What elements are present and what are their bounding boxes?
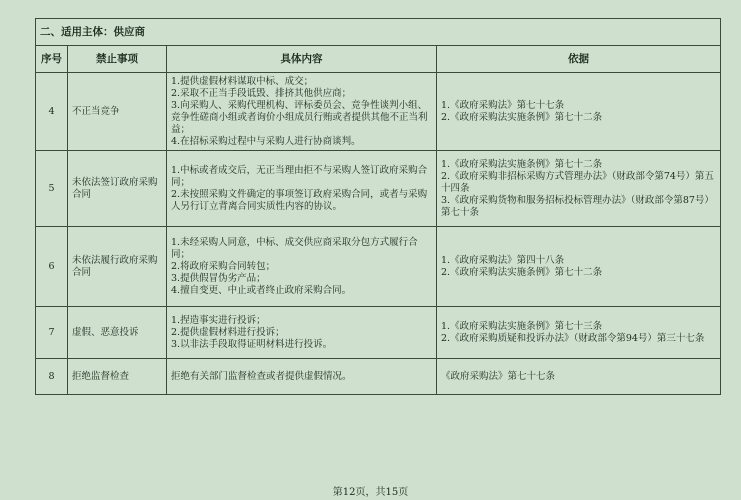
table-row (36, 151, 721, 227)
row-content (167, 73, 437, 151)
content-line: 1.提供虚假材料谋取中标、成交； (171, 75, 314, 87)
content-line: 1.未经采购人同意，中标、成交供应商采取分包方式履行合同； (171, 236, 418, 260)
row-basis (437, 73, 721, 151)
table-header-row (36, 46, 721, 73)
regulation-table (35, 18, 721, 395)
row-seq: 4 (36, 73, 68, 151)
row-basis (437, 307, 721, 359)
content-line: 1.中标或者成交后，无正当理由拒不与采购人签订政府采购合同； (171, 164, 428, 188)
content-line: 3.以非法手段取得证明材料进行投诉。 (171, 338, 333, 350)
basis-line: 1.《政府采购法》第四十八条 (441, 254, 565, 266)
table-row (36, 307, 721, 359)
row-item: 未依法签订政府采购合同 (68, 151, 167, 227)
row-content (167, 151, 437, 227)
page-footer: 第12页，共15页 (332, 487, 409, 498)
row-content (167, 307, 437, 359)
table-row (36, 73, 721, 151)
basis-line: 1.《政府采购法》第七十七条 (441, 99, 565, 111)
row-seq: 6 (36, 227, 68, 307)
row-basis (437, 151, 721, 227)
row-item: 虚假、恶意投诉 (68, 307, 167, 359)
content-line: 4.擅自变更、中止或者终止政府采购合同。 (171, 284, 352, 296)
row-item: 不正当竞争 (68, 73, 167, 151)
header-seq: 序号 (36, 46, 68, 73)
row-seq: 5 (36, 151, 68, 227)
row-item: 未依法履行政府采购合同 (68, 227, 167, 307)
header-item: 禁止事项 (68, 46, 167, 73)
basis-line: 2.《政府采购法实施条例》第七十二条 (441, 266, 603, 278)
content-line: 1.捏造事实进行投诉； (171, 314, 266, 326)
row-basis (437, 227, 721, 307)
content-line: 2.将政府采购合同转包； (171, 260, 276, 272)
basis-line: 2.《政府采购法实施条例》第七十二条 (441, 111, 603, 123)
content-line: 2.采取不正当手段诋毁、排挤其他供应商； (171, 87, 352, 99)
table-row (36, 227, 721, 307)
row-content (167, 227, 437, 307)
basis-line: 1.《政府采购法实施条例》第七十二条 (441, 158, 603, 170)
row-item: 拒绝监督检查 (68, 359, 167, 395)
row-basis (437, 359, 721, 395)
basis-line: 2.《政府采购质疑和投诉办法》（财政部令第94号）第三十七条 (441, 332, 705, 344)
table-row (36, 359, 721, 395)
content-line: 3.提供假冒伪劣产品； (171, 272, 266, 284)
basis-line: 《政府采购法》第七十七条 (441, 370, 556, 382)
header-content: 具体内容 (167, 46, 437, 73)
content-line: 2.未按照采购文件确定的事项签订政府采购合同，或者与采购人另行订立背离合同实质性内容的协议。 (171, 188, 428, 212)
basis-line: 3.《政府采购货物和服务招标投标管理办法》（财政部令第87号）第七十条 (441, 194, 714, 218)
row-seq: 7 (36, 307, 68, 359)
section-title: 二、适用主体：供应商 (36, 19, 721, 46)
content-line: 3.向采购人、采购代理机构、评标委员会、竞争性谈判小组、竞争性磋商小组或者询价小组成员行贿或者提供其他不正当利益； (171, 99, 428, 135)
header-basis: 依据 (437, 46, 721, 73)
row-seq: 8 (36, 359, 68, 395)
basis-line: 1.《政府采购法实施条例》第七十三条 (441, 320, 603, 332)
content-line: 4.在招标采购过程中与采购人进行协商谈判。 (171, 135, 361, 147)
content-line: 拒绝有关部门监督检查或者提供虚假情况。 (171, 370, 352, 382)
basis-line: 2.《政府采购非招标采购方式管理办法》（财政部令第74号）第五十四条 (441, 170, 714, 194)
row-content (167, 359, 437, 395)
content-line: 2.提供虚假材料进行投诉； (171, 326, 285, 338)
